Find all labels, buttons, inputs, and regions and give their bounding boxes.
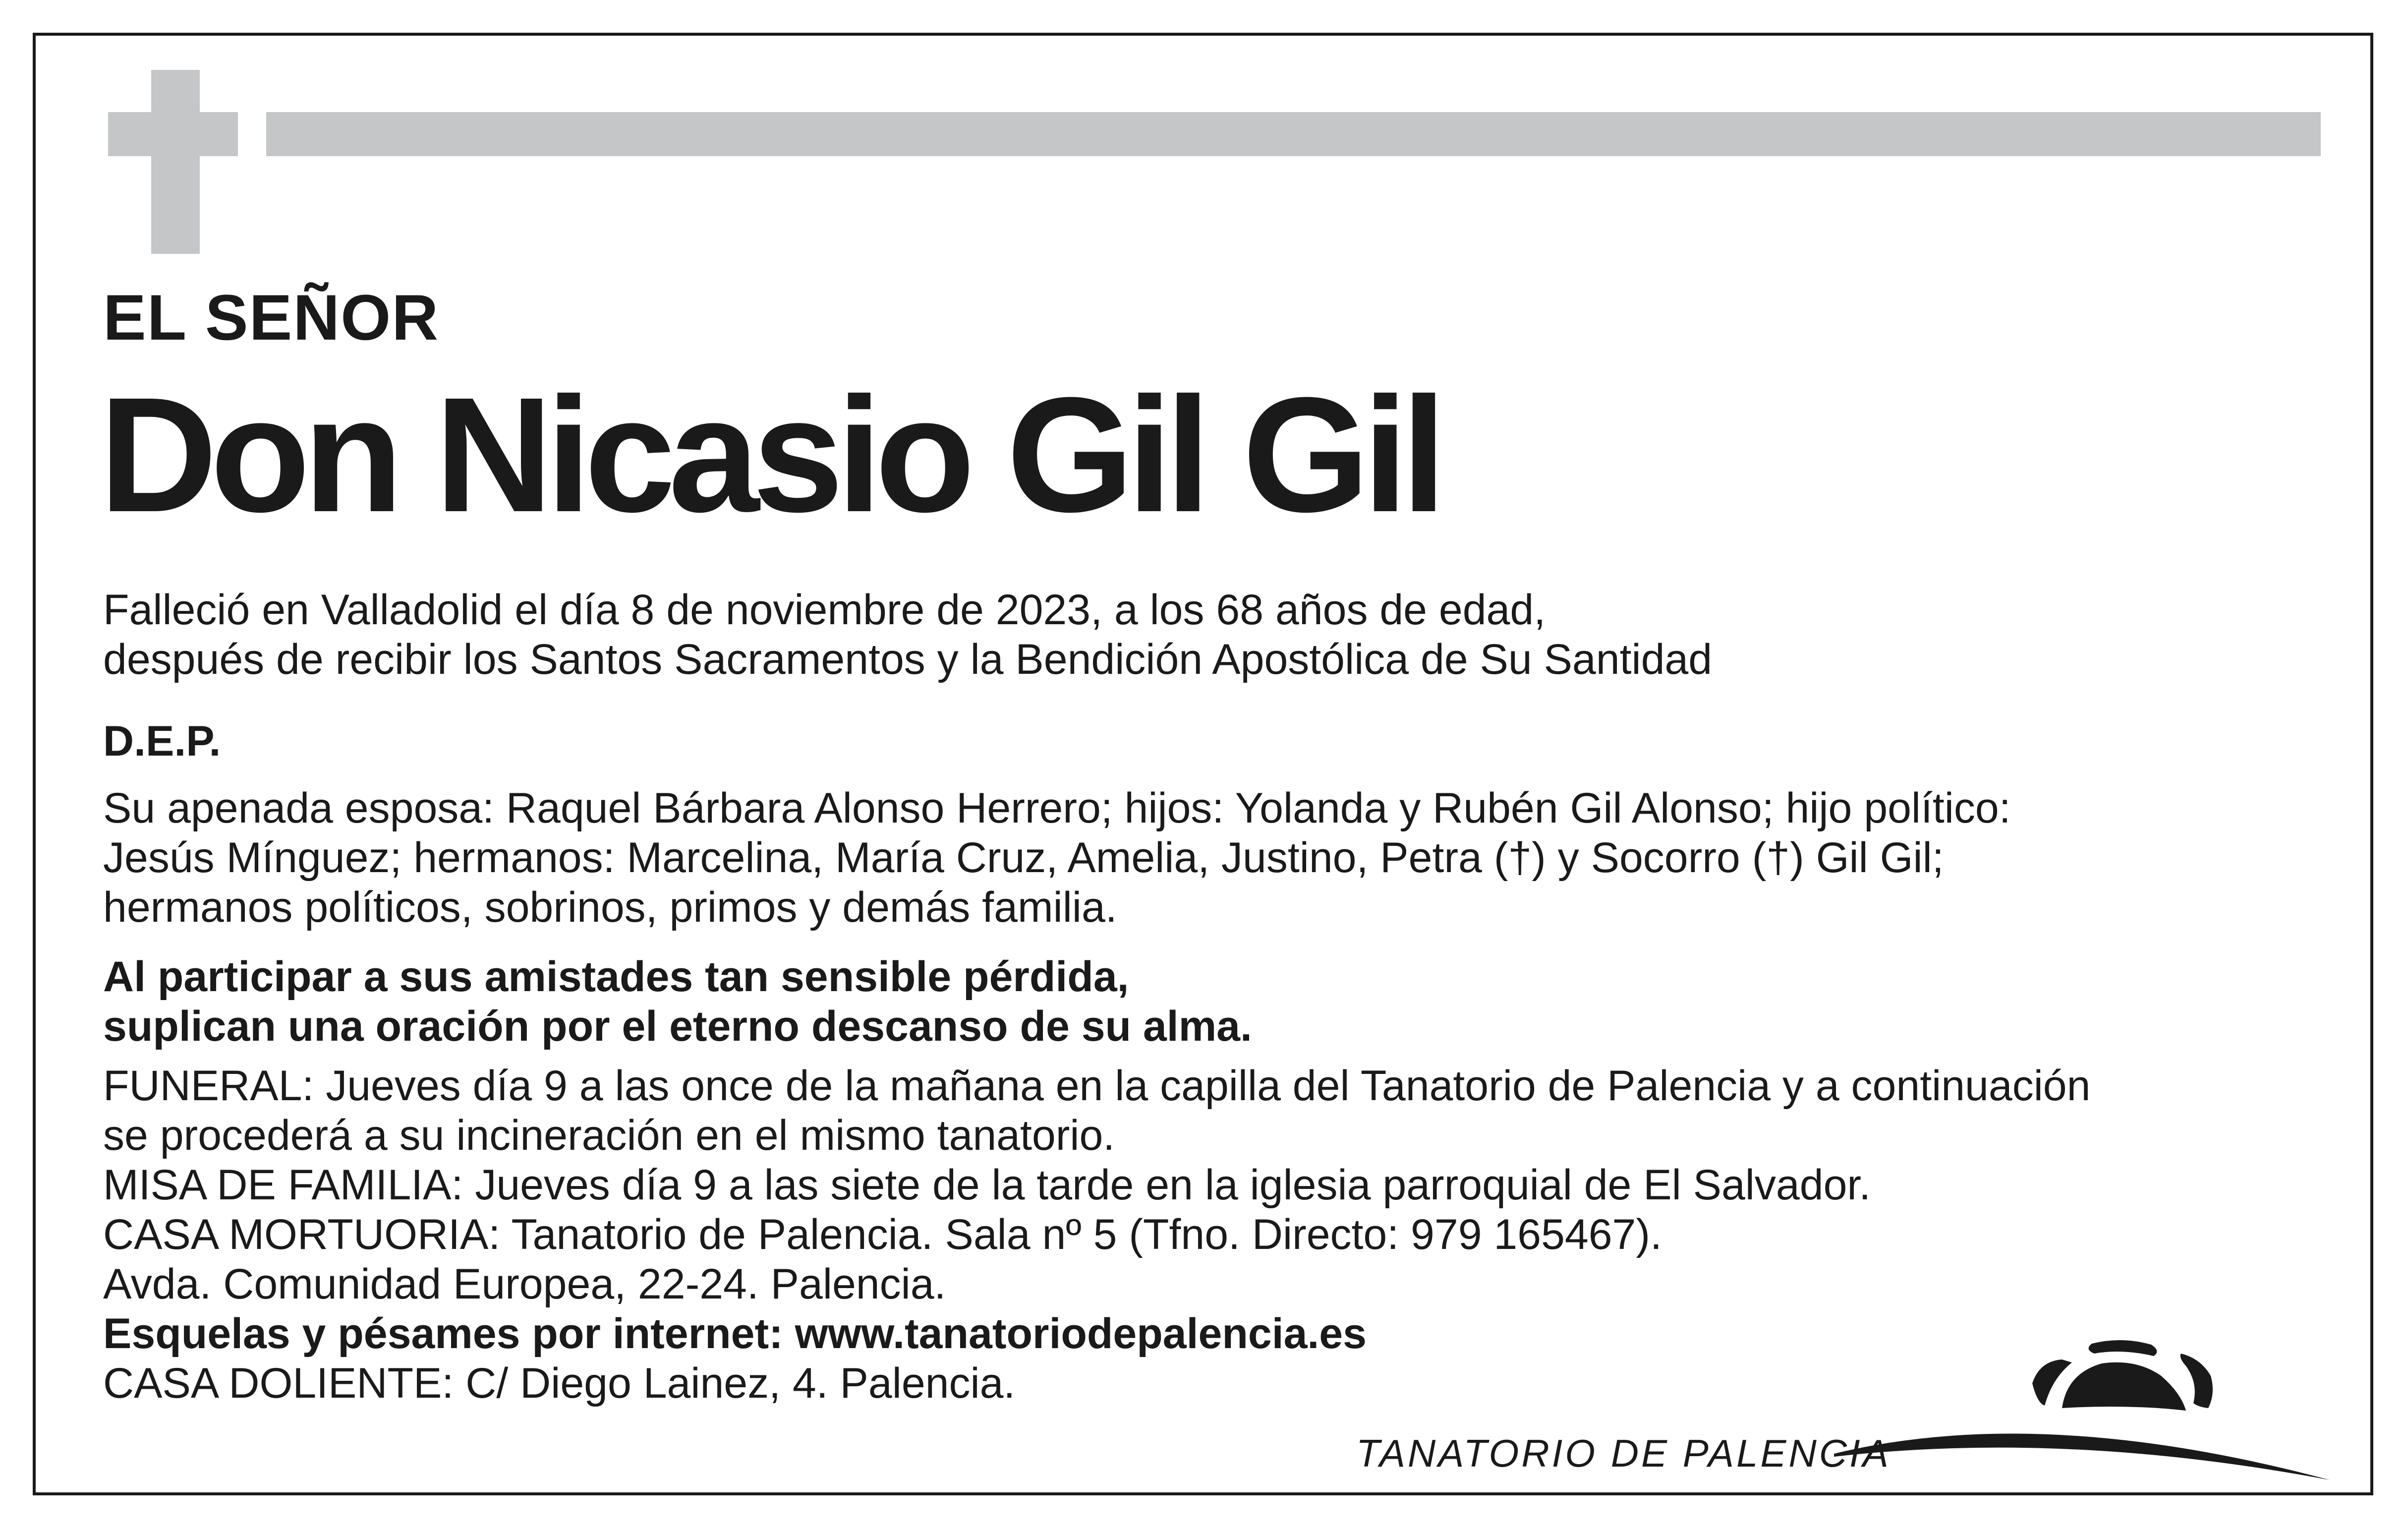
- family-line: Su apenada esposa: Raquel Bárbara Alonso Herrero; hijos: Yolanda y Rubén Gil Alonso; hijo político:: [103, 784, 2011, 832]
- family-line: Jesús Mínguez; hermanos: Marcelina, María Cruz, Amelia, Justino, Petra (†) y Socorro (†) Gil Gil;: [103, 834, 1944, 882]
- closing-line: Al participar a sus amistades tan sensible pérdida,: [103, 953, 1129, 1001]
- internet-condolences-link[interactable]: Esquelas y pésames por internet: www.tanatoriodepalencia.es: [103, 1310, 1367, 1358]
- header-bar: [266, 112, 2321, 156]
- funeral-info-cont: se procederá a su incineración en el mismo tanatorio.: [103, 1112, 1115, 1159]
- mortuary-address: Avda. Comunidad Europea, 22-24. Palencia.: [103, 1260, 946, 1308]
- mourning-house-info: CASA DOLIENTE: C/ Diego Lainez, 4. Palencia.: [103, 1360, 1016, 1407]
- closing-message: [103, 952, 2284, 1051]
- dep-text: D.E.P.: [103, 717, 221, 765]
- honorific: EL SEÑOR: [103, 281, 440, 354]
- family-line: hermanos políticos, sobrinos, primos y demás familia.: [103, 884, 1117, 931]
- funeral-info: FUNERAL: Jueves día 9 a las once de la mañana en la capilla del Tanatorio de Palencia y a continuación: [103, 1062, 2091, 1110]
- death-notice: [103, 585, 2284, 684]
- death-notice-line: después de recibir los Santos Sacramentos y la Bendición Apostólica de Su Santidad: [103, 636, 1713, 683]
- tanatorio-logo-text: TANATORIO DE PALENCIA: [1356, 1431, 1891, 1475]
- deceased-name: Don Nicasio Gil Gil: [99, 363, 1440, 546]
- family-list: [103, 783, 2284, 932]
- death-notice-line: Falleció en Valladolid el día 8 de noviembre de 2023, a los 68 años de edad,: [103, 586, 1546, 634]
- family-mass-info: MISA DE FAMILIA: Jueves día 9 a las siete de la tarde en la iglesia parroquial de El Salvador.: [103, 1161, 1871, 1209]
- cross-icon-horizontal: [108, 112, 238, 156]
- closing-line: suplican una oración por el eterno descanso de su alma.: [103, 1003, 1252, 1050]
- cross-icon-vertical: [151, 70, 200, 254]
- mortuary-info: CASA MORTUORIA: Tanatorio de Palencia. Sala nº 5 (Tfno. Directo: 979 165467).: [103, 1211, 1662, 1258]
- dep-label: [103, 716, 2284, 766]
